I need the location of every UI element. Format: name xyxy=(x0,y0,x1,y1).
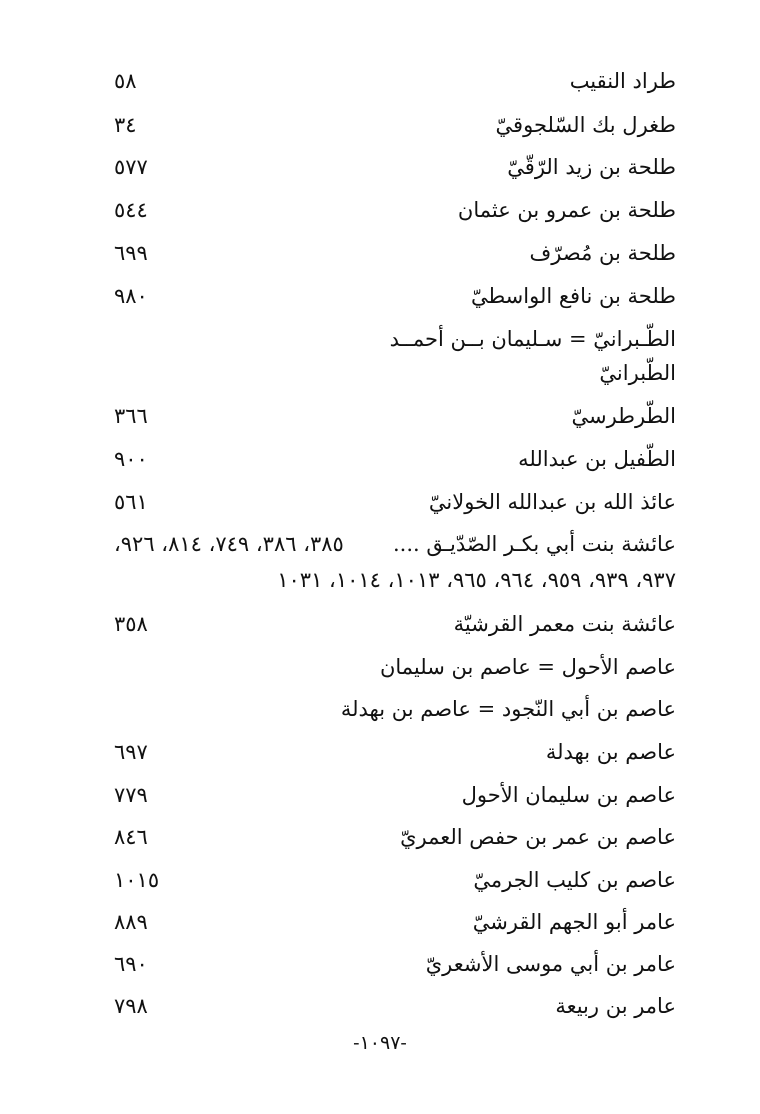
xref-entry xyxy=(0,689,760,729)
entry-name: طلحة بن عمرو بن عثمان xyxy=(457,198,676,222)
entry-page: ٧٧٩ xyxy=(114,783,148,807)
entry-name: عاصم بن كليب الجرميّ xyxy=(473,868,676,892)
index-entry xyxy=(0,482,760,522)
entry-page: ٨٤٦ xyxy=(114,825,148,849)
entry-page: ٦٩٧ xyxy=(114,740,148,764)
entry-name: الطّرطرسيّ xyxy=(571,404,676,428)
index-entry xyxy=(0,986,760,1026)
entry-name: عامر بن ربيعة xyxy=(555,994,676,1018)
entry-page: ٧٩٨ xyxy=(114,994,148,1018)
entry-page: ٥٤٤ xyxy=(114,198,148,222)
entry-pages: ٩٣٧، ٩٣٩، ٩٥٩، ٩٦٤، ٩٦٥، ١٠١٣، ١٠١٤، ١٠٣١ xyxy=(277,568,676,592)
index-entry xyxy=(0,147,760,187)
entry-page: ٥٧٧ xyxy=(114,155,148,179)
index-entry xyxy=(0,105,760,145)
index-entry xyxy=(0,604,760,644)
entry-name: عاصم بن بهدلة xyxy=(545,740,676,764)
entry-name: عائشة بنت معمر القرشيّة xyxy=(453,612,676,636)
entry-page: ٣٦٦ xyxy=(114,404,148,428)
index-entry xyxy=(0,276,760,316)
entry-page: ٣٤ xyxy=(114,113,137,137)
xref-entry xyxy=(0,647,760,687)
index-entry-multi-continuation xyxy=(0,560,760,600)
entry-page: ٣٥٨ xyxy=(114,612,148,636)
index-entry xyxy=(0,817,760,857)
entry-name: طلحة بن نافع الواسطيّ xyxy=(470,284,676,308)
xref-text: الطّـبرانيّ = سـليمان بــن أحمــد xyxy=(389,327,676,351)
entry-pages: ٣٨٥، ٣٨٦، ٧٤٩، ٨١٤، ٩٢٦، xyxy=(114,532,344,556)
entry-name: عامر أبو الجهم القرشيّ xyxy=(472,910,676,934)
index-entry xyxy=(0,61,760,101)
xref-entry-continuation xyxy=(0,353,760,393)
entry-page: ٥٦١ xyxy=(114,490,148,514)
index-entry xyxy=(0,439,760,479)
entry-name: عائذ الله بن عبدالله الخولانيّ xyxy=(428,490,676,514)
index-entry xyxy=(0,775,760,815)
entry-page: ٦٩٩ xyxy=(114,241,148,265)
entry-name: طغرل بك السّلجوقيّ xyxy=(495,113,676,137)
xref-text: عاصم الأحول = عاصم بن سليمان xyxy=(379,655,676,679)
entry-name: طلحة بن مُصرّف xyxy=(529,241,676,265)
index-entry xyxy=(0,902,760,942)
index-entry xyxy=(0,732,760,772)
index-entry xyxy=(0,396,760,436)
index-entry xyxy=(0,860,760,900)
entry-name: عاصم بن عمر بن حفص العمريّ xyxy=(400,825,676,849)
entry-page: ١٠١٥ xyxy=(114,868,160,892)
index-entry xyxy=(0,190,760,230)
entry-name: عامر بن أبي موسى الأشعريّ xyxy=(425,952,676,976)
index-entry xyxy=(0,233,760,273)
entry-page: ٨٨٩ xyxy=(114,910,148,934)
entry-name: طراد النقيب xyxy=(569,69,676,93)
entry-page: ٦٩٠ xyxy=(114,952,148,976)
xref-text: عاصم بن أبي النّجود = عاصم بن بهدلة xyxy=(340,697,676,721)
entry-page: ٩٠٠ xyxy=(114,447,148,471)
entry-page: ٥٨ xyxy=(114,69,137,93)
entry-name: عائشة بنت أبي بكـر الصّدّيـق .... xyxy=(393,532,676,556)
entry-name: الطّفيل بن عبدالله xyxy=(518,447,676,471)
page-number: -١٠٩٧- xyxy=(353,1032,407,1054)
index-entry xyxy=(0,944,760,984)
xref-text: الطّبرانيّ xyxy=(599,361,676,385)
entry-name: طلحة بن زيد الرّقّيّ xyxy=(507,155,676,179)
entry-page: ٩٨٠ xyxy=(114,284,148,308)
entry-name: عاصم بن سليمان الأحول xyxy=(461,783,676,807)
index-entry-multi xyxy=(0,524,760,564)
